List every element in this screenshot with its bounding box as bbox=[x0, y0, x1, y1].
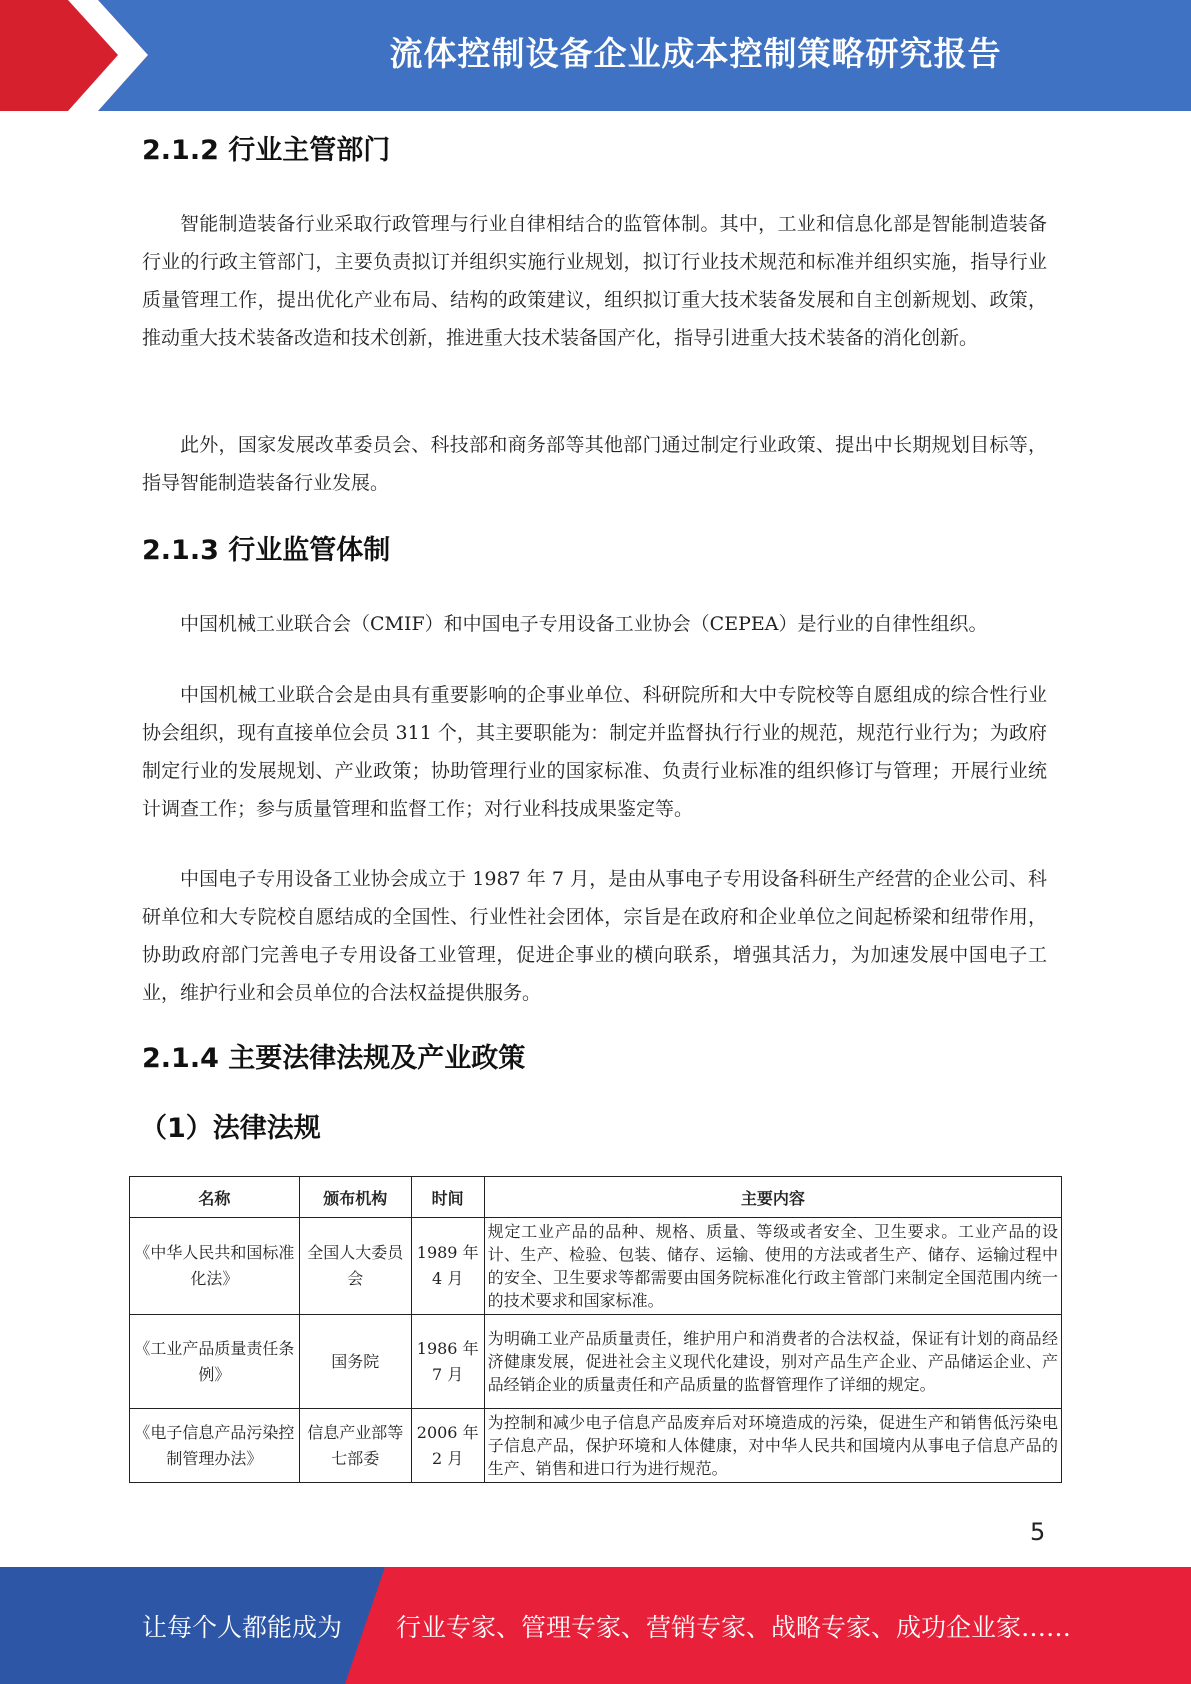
paragraph: 中国电子专用设备工业协会成立于 1987 年 7 月，是由从事电子专用设备科研生产经营的企业公司、科研单位和大专院校自愿结成的全国性、行业性社会团体，宗旨是在政府和企业单位之间起桥梁和纽带作用，协助政府部门完善电子专用设备工业管理，促进企事业的横向联系，增强其活力，为加速发展中国电子工业，维护行业和会员单位的合法权益提供服务。 bbox=[142, 868, 1047, 1004]
table-row bbox=[130, 1218, 1062, 1315]
law-date: 1989 年 4 月 bbox=[411, 1218, 484, 1315]
law-agency: 全国人大委员会 bbox=[299, 1218, 411, 1315]
table-header-row bbox=[130, 1177, 1062, 1218]
law-name: 《工业产品质量责任条例》 bbox=[130, 1315, 300, 1409]
column-header: 名称 bbox=[130, 1177, 300, 1218]
law-date: 1986 年 7 月 bbox=[411, 1315, 484, 1409]
table-row bbox=[130, 1315, 1062, 1409]
page-number: 5 bbox=[1030, 1518, 1046, 1546]
paragraph: 中国机械工业联合会是由具有重要影响的企事业单位、科研院所和大中专院校等自愿组成的综合性行业协会组织，现有直接单位会员 311 个，其主要职能为：制定并监督执行行业的规范，规范行业行为；为政府制定行业的发展规划、产业政策；协助管理行业的国家标准、负责行业标准的组织修订与管理；开展行业统计调查工作；参与质量管理和监督工作；对行业科技成果鉴定等。 bbox=[142, 684, 1047, 820]
report-title: 流体控制设备企业成本控制策略研究报告 bbox=[389, 34, 1002, 73]
section-heading-2-1-2: 2.1.2 行业主管部门 bbox=[142, 135, 391, 166]
column-header: 主要内容 bbox=[484, 1177, 1061, 1218]
section-heading-2-1-4: 2.1.4 主要法律法规及产业政策 bbox=[142, 1043, 526, 1074]
law-agency: 信息产业部等七部委 bbox=[299, 1409, 411, 1483]
law-content: 为明确工业产品质量责任，维护用户和消费者的合法权益，保证有计划的商品经济健康发展，促进社会主义现代化建设，别对产品生产企业、产品储运企业、产品经销企业的质量责任和产品质量的监督管理作了详细的规定。 bbox=[484, 1315, 1061, 1409]
law-content: 规定工业产品的品种、规格、质量、等级或者安全、卫生要求。工业产品的设计、生产、检验、包装、储存、运输、使用的方法或者生产、储存、运输过程中的安全、卫生要求等都需要由国务院标准化行政主管部门来制定全国范围内统一的技术要求和国家标准。 bbox=[484, 1218, 1061, 1315]
column-header: 颁布机构 bbox=[299, 1177, 411, 1218]
laws-table bbox=[129, 1176, 1062, 1483]
law-date: 2006 年 2 月 bbox=[411, 1409, 484, 1483]
law-content: 为控制和减少电子信息产品废弃后对环境造成的污染，促进生产和销售低污染电子信息产品，保护环境和人体健康，对中华人民共和国境内从事电子信息产品的生产、销售和进口行为进行规范。 bbox=[484, 1409, 1061, 1483]
law-name: 《中华人民共和国标准化法》 bbox=[130, 1218, 300, 1315]
page-footer bbox=[0, 1567, 1191, 1684]
section-heading-2-1-3: 2.1.3 行业监管体制 bbox=[142, 535, 391, 566]
law-agency: 国务院 bbox=[299, 1315, 411, 1409]
paragraph: 此外，国家发展改革委员会、科技部和商务部等其他部门通过制定行业政策、提出中长期规划目标等，指导智能制造装备行业发展。 bbox=[142, 434, 1047, 494]
footer-slogan-left: 让每个人都能成为 bbox=[142, 1613, 343, 1642]
paragraph: 智能制造装备行业采取行政管理与行业自律相结合的监管体制。其中，工业和信息化部是智能制造装备行业的行政主管部门，主要负责拟订并组织实施行业规划，拟订行业技术规范和标准并组织实施，指导行业质量管理工作，提出优化产业布局、结构的政策建议，组织拟订重大技术装备发展和自主创新规划、政策，推动重大技术装备改造和技术创新，推进重大技术装备国产化，指导引进重大技术装备的消化创新。 bbox=[142, 213, 1047, 349]
paragraph: 中国机械工业联合会（CMIF）和中国电子专用设备工业协会（CEPEA）是行业的自律性组织。 bbox=[180, 613, 988, 635]
page-header bbox=[0, 0, 1191, 111]
subsection-heading-laws: （1）法律法规 bbox=[140, 1113, 321, 1144]
law-name: 《电子信息产品污染控制管理办法》 bbox=[130, 1409, 300, 1483]
footer-slogan-right: 行业专家、管理专家、营销专家、战略专家、成功企业家…… bbox=[396, 1613, 1072, 1642]
column-header: 时间 bbox=[411, 1177, 484, 1218]
table-row bbox=[130, 1409, 1062, 1483]
